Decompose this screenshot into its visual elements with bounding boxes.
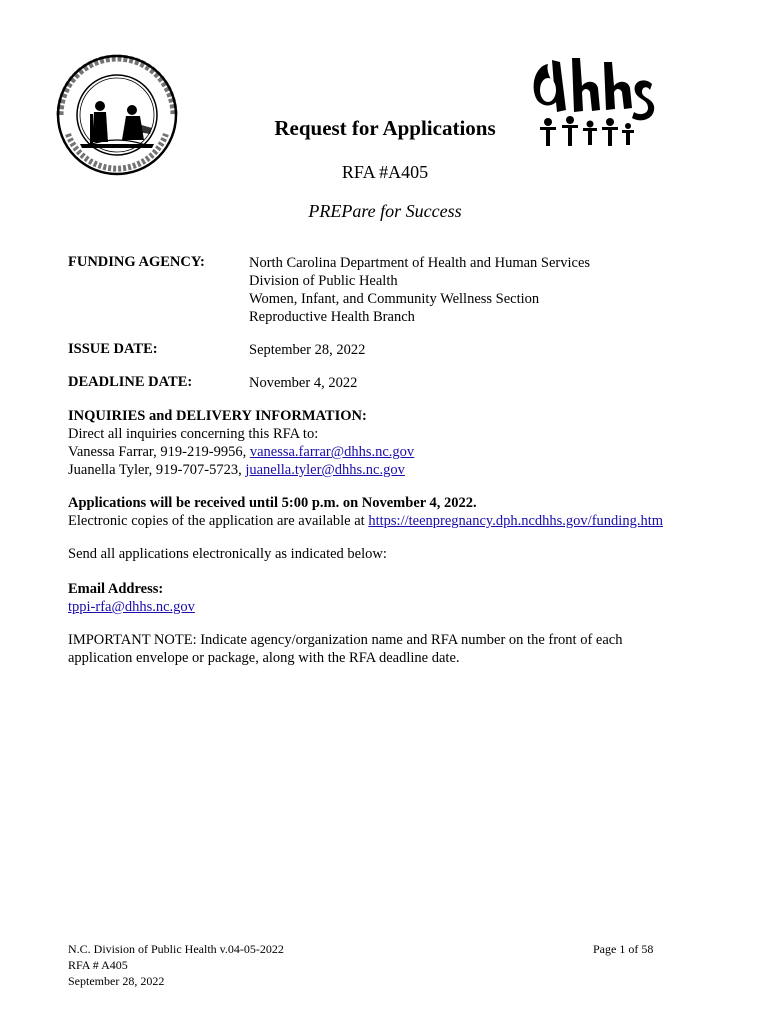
send-instructions: Send all applications electronically as indicated below: [68,546,387,562]
contact-vanessa [68,443,414,461]
contact-text: Vanessa Farrar, 919-219-9956, [68,444,250,460]
note-line-1: IMPORTANT NOTE: Indicate agency/organization name and RFA number on the front of each [68,632,623,648]
page-title: Request for Applications [274,116,496,140]
funding-agency-line: Division of Public Health [249,273,398,289]
applications-section [68,494,663,530]
email-section [68,580,195,616]
deadline-date-value: November 4, 2022 [249,375,358,391]
funding-url-link[interactable]: https://teenpregnancy.dph.ncdhhs.gov/funding.htm [368,513,663,529]
applications-received-notice: Applications will be received until 5:00 p.m. on November 4, 2022. [68,495,477,511]
inquiries-intro: Direct all inquiries concerning this RFA to: [68,426,319,442]
submission-email-link[interactable]: tppi-rfa@dhhs.nc.gov [68,599,195,615]
electronic-copies-line [68,512,663,530]
footer-version: N.C. Division of Public Health v.04-05-2022 [68,942,284,956]
footer-date: September 28, 2022 [68,974,165,988]
rfa-number: RFA #A405 [341,162,429,182]
funding-agency-line: Reproductive Health Branch [249,309,415,325]
inquiries-section [68,407,414,479]
nc-state-seal-logo [56,54,178,176]
funding-agency-line: Women, Infant, and Community Wellness Section [249,291,540,307]
funding-agency-line: North Carolina Department of Health and Human Services [249,255,591,271]
footer-rfa: RFA # A405 [68,958,128,972]
contact-juanella [68,461,414,479]
email-address-label: Email Address: [68,581,164,597]
contact-text: Juanella Tyler, 919-707-5723, [68,462,246,478]
issue-date-label: ISSUE DATE: [68,341,158,357]
important-note [68,631,622,667]
email-link-vanessa[interactable]: vanessa.farrar@dhhs.nc.gov [249,444,415,460]
email-link-juanella[interactable]: juanella.tyler@dhhs.nc.gov [245,462,405,478]
electronic-copies-text: Electronic copies of the application are available at [68,513,369,529]
program-name: PREPare for Success [308,201,462,221]
footer-left [68,941,284,989]
funding-agency-value [249,254,590,326]
issue-date-value: September 28, 2022 [249,342,366,358]
funding-agency-label: FUNDING AGENCY: [68,254,205,270]
page-number: Page 1 of 58 [593,942,654,956]
inquiries-heading: INQUIRIES and DELIVERY INFORMATION: [68,408,367,424]
deadline-date-label: DEADLINE DATE: [68,374,193,390]
note-line-2: application envelope or package, along with the RFA deadline date. [68,650,460,666]
